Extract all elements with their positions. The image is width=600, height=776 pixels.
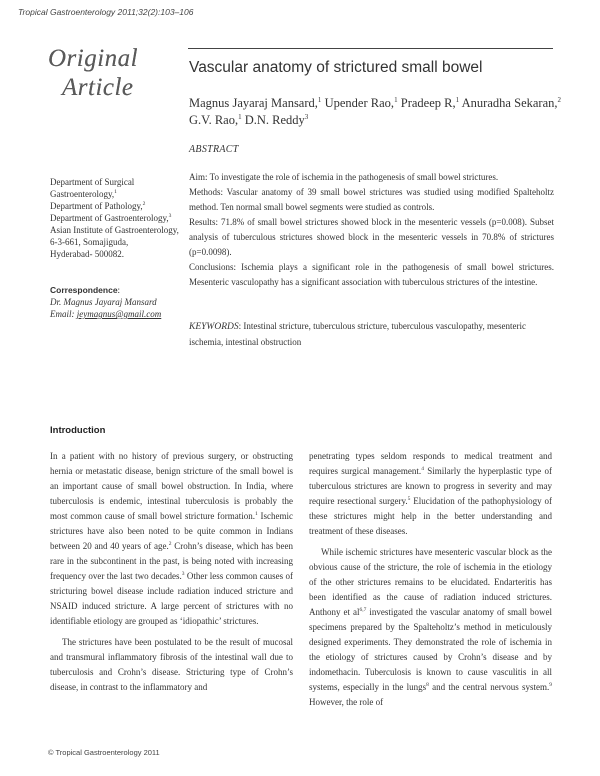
body-paragraph: penetrating types seldom responds to medical treatment and requires surgical management.$^4$ Similarly the hyperplastic type of tuberculous strictures are known to progress in severity and may require resectional surgery.$^5$ Elucidation of the pathophysiology of these strictures might help in the better understanding and treatment of these diseases. [309,451,552,536]
correspondence-email-link[interactable]: jeymagnus@gmail.com [76,309,162,319]
introduction-heading: Introduction [50,425,106,436]
section-label [48,44,138,102]
affiliation-block [50,176,185,260]
body-paragraph: In a patient with no history of previous surgery, or obstructing hernia or metastatic disease, benign stricture of the small bowel is an important cause of small bowel obstruction. In India, where tuberculosis is endemic, intestinal tuberculosis is probably the most common cause of small bowel stricture formation.$^1$ Ischemic strictures have also been noted to be quite common in Indians between 20 and 40 years of age.$^2$ Crohn’s disease, which has been rare in the subcontinent in the past, is being noted with increasing frequency over the last two decades.$^3$ Other less common causes of stricturing bowel disease include radiation induced stricture and NSAID induced stricture. A large percent of strictures with no identifiable etiology are grouped as ‘idiopathic’ strictures. [50,451,294,626]
affiliation-dept: Department of Gastroenterology,$^3$ [50,213,172,223]
author-name: D.N. Reddy [241,113,305,127]
affiliation-address: 6-3-661, Somajiguda, [50,237,129,247]
body-column-right [309,449,552,710]
citation-mark: 4 [421,466,424,472]
abstract-body [189,170,554,290]
citation-mark: 5 [407,496,411,502]
author-affiliation-mark: 1 [394,95,398,104]
title-rule [188,48,553,49]
affiliation-dept: Department of Surgical Gastroenterology,$^1$ [50,177,135,199]
author-name: G.V. Rao, [189,113,239,127]
affiliation-dept: Department of Pathology,$^2$ [50,201,146,211]
author-affiliation-mark: 1 [238,112,242,121]
author-affiliation-mark: 1 [317,95,322,104]
correspondence-email-label: Email: [50,309,77,319]
keywords-text: : Intestinal stricture, tuberculous stricture, tuberculous vasculopathy, mesenteric ischemia, intestinal obstruction [189,321,526,347]
running-header: Tropical Gastroenterology 2011;32(2):103–106 [18,7,194,17]
citation-mark: 9 [549,682,553,688]
correspondence-colon: : [117,285,121,295]
keywords [189,319,554,350]
author-name: Anuradha Sekaran, [459,96,558,110]
section-label-line1: Original [48,45,139,72]
affiliation-institute: Asian Institute of Gastroenterology, [50,225,179,235]
author-affiliation-mark: 1 [455,95,460,104]
author-list [189,95,561,129]
abstract-conclusions: Conclusions: Ischemia plays a significant role in the pathogenesis of small bowel strictures. Mesenteric vasculopathy has a significant association with tuberculous strictures of the intestine. [189,262,554,287]
abstract-heading: ABSTRACT [189,144,239,155]
citation-mark: 6,7 [359,607,367,613]
correspondence-block [50,284,190,320]
section-label-line2: Article [62,74,134,101]
author-name: Upender Rao, [321,96,395,110]
author-name: Magnus Jayaraj Mansard, [189,96,318,110]
article-title: Vascular anatomy of strictured small bowel [189,59,483,76]
correspondence-name: Dr. Magnus Jayaraj Mansard [50,297,157,307]
abstract-results: Results: 71.8% of small bowel strictures showed block in the mesenteric vessels (p=0.008). Subset analysis of tuberculous strictures showed block in the mesenteric vessels in 70.8% of strictures (p=0.0098). [189,217,554,257]
page-footer: © Tropical Gastroenterology 2011 [48,748,160,757]
citation-mark: 3 [181,571,185,577]
body-paragraph: The strictures have been postulated to be the result of mucosal and transmural inflammatory fibrosis of the intestinal wall due to tuberculosis and Crohn’s disease. Stricturing type of Crohn’s disease, in contrast to the inflammatory and [50,637,293,692]
correspondence-label: Correspondence [50,285,118,295]
body-column-left [50,449,293,695]
affiliation-city: Hyderabad- 500082. [50,249,124,259]
author-name: Pradeep R, [397,96,456,110]
author-affiliation-mark: 2 [557,95,561,104]
abstract-methods: Methods: Vascular anatomy of 39 small bowel strictures was studied using modified Spalteholtz method. Ten normal small bowel segments were studied as controls. [189,187,554,212]
author-affiliation-mark: 3 [304,112,309,121]
citation-mark: 1 [254,511,258,517]
citation-mark: 2 [168,541,172,547]
citation-mark: 8 [426,682,429,688]
keywords-label: KEYWORDS [189,322,239,332]
abstract-aim: Aim: To investigate the role of ischemia in the pathogenesis of small bowel strictures. [189,172,499,182]
body-paragraph: While ischemic strictures have mesenteric vascular block as the obvious cause of the stricture, the role of ischemia in the etiology of the other strictures remains to be elucidated. Endarteritis has been identified as the cause of radiation induced strictures. Anthony et al$^{6,7}$ investigated the vascular anatomy of small bowel specimens prepared by the Spalteholtz’s method in meticulously designed experiments. They demonstrated the role of ischemia in the etiology of strictures caused by Crohn’s disease and by indomethacin. Tuberculosis is known to cause vasculitis in all systems, especially in the lungs$^8$ and the central nervous system.$^9$ However, the role of [309,547,553,707]
